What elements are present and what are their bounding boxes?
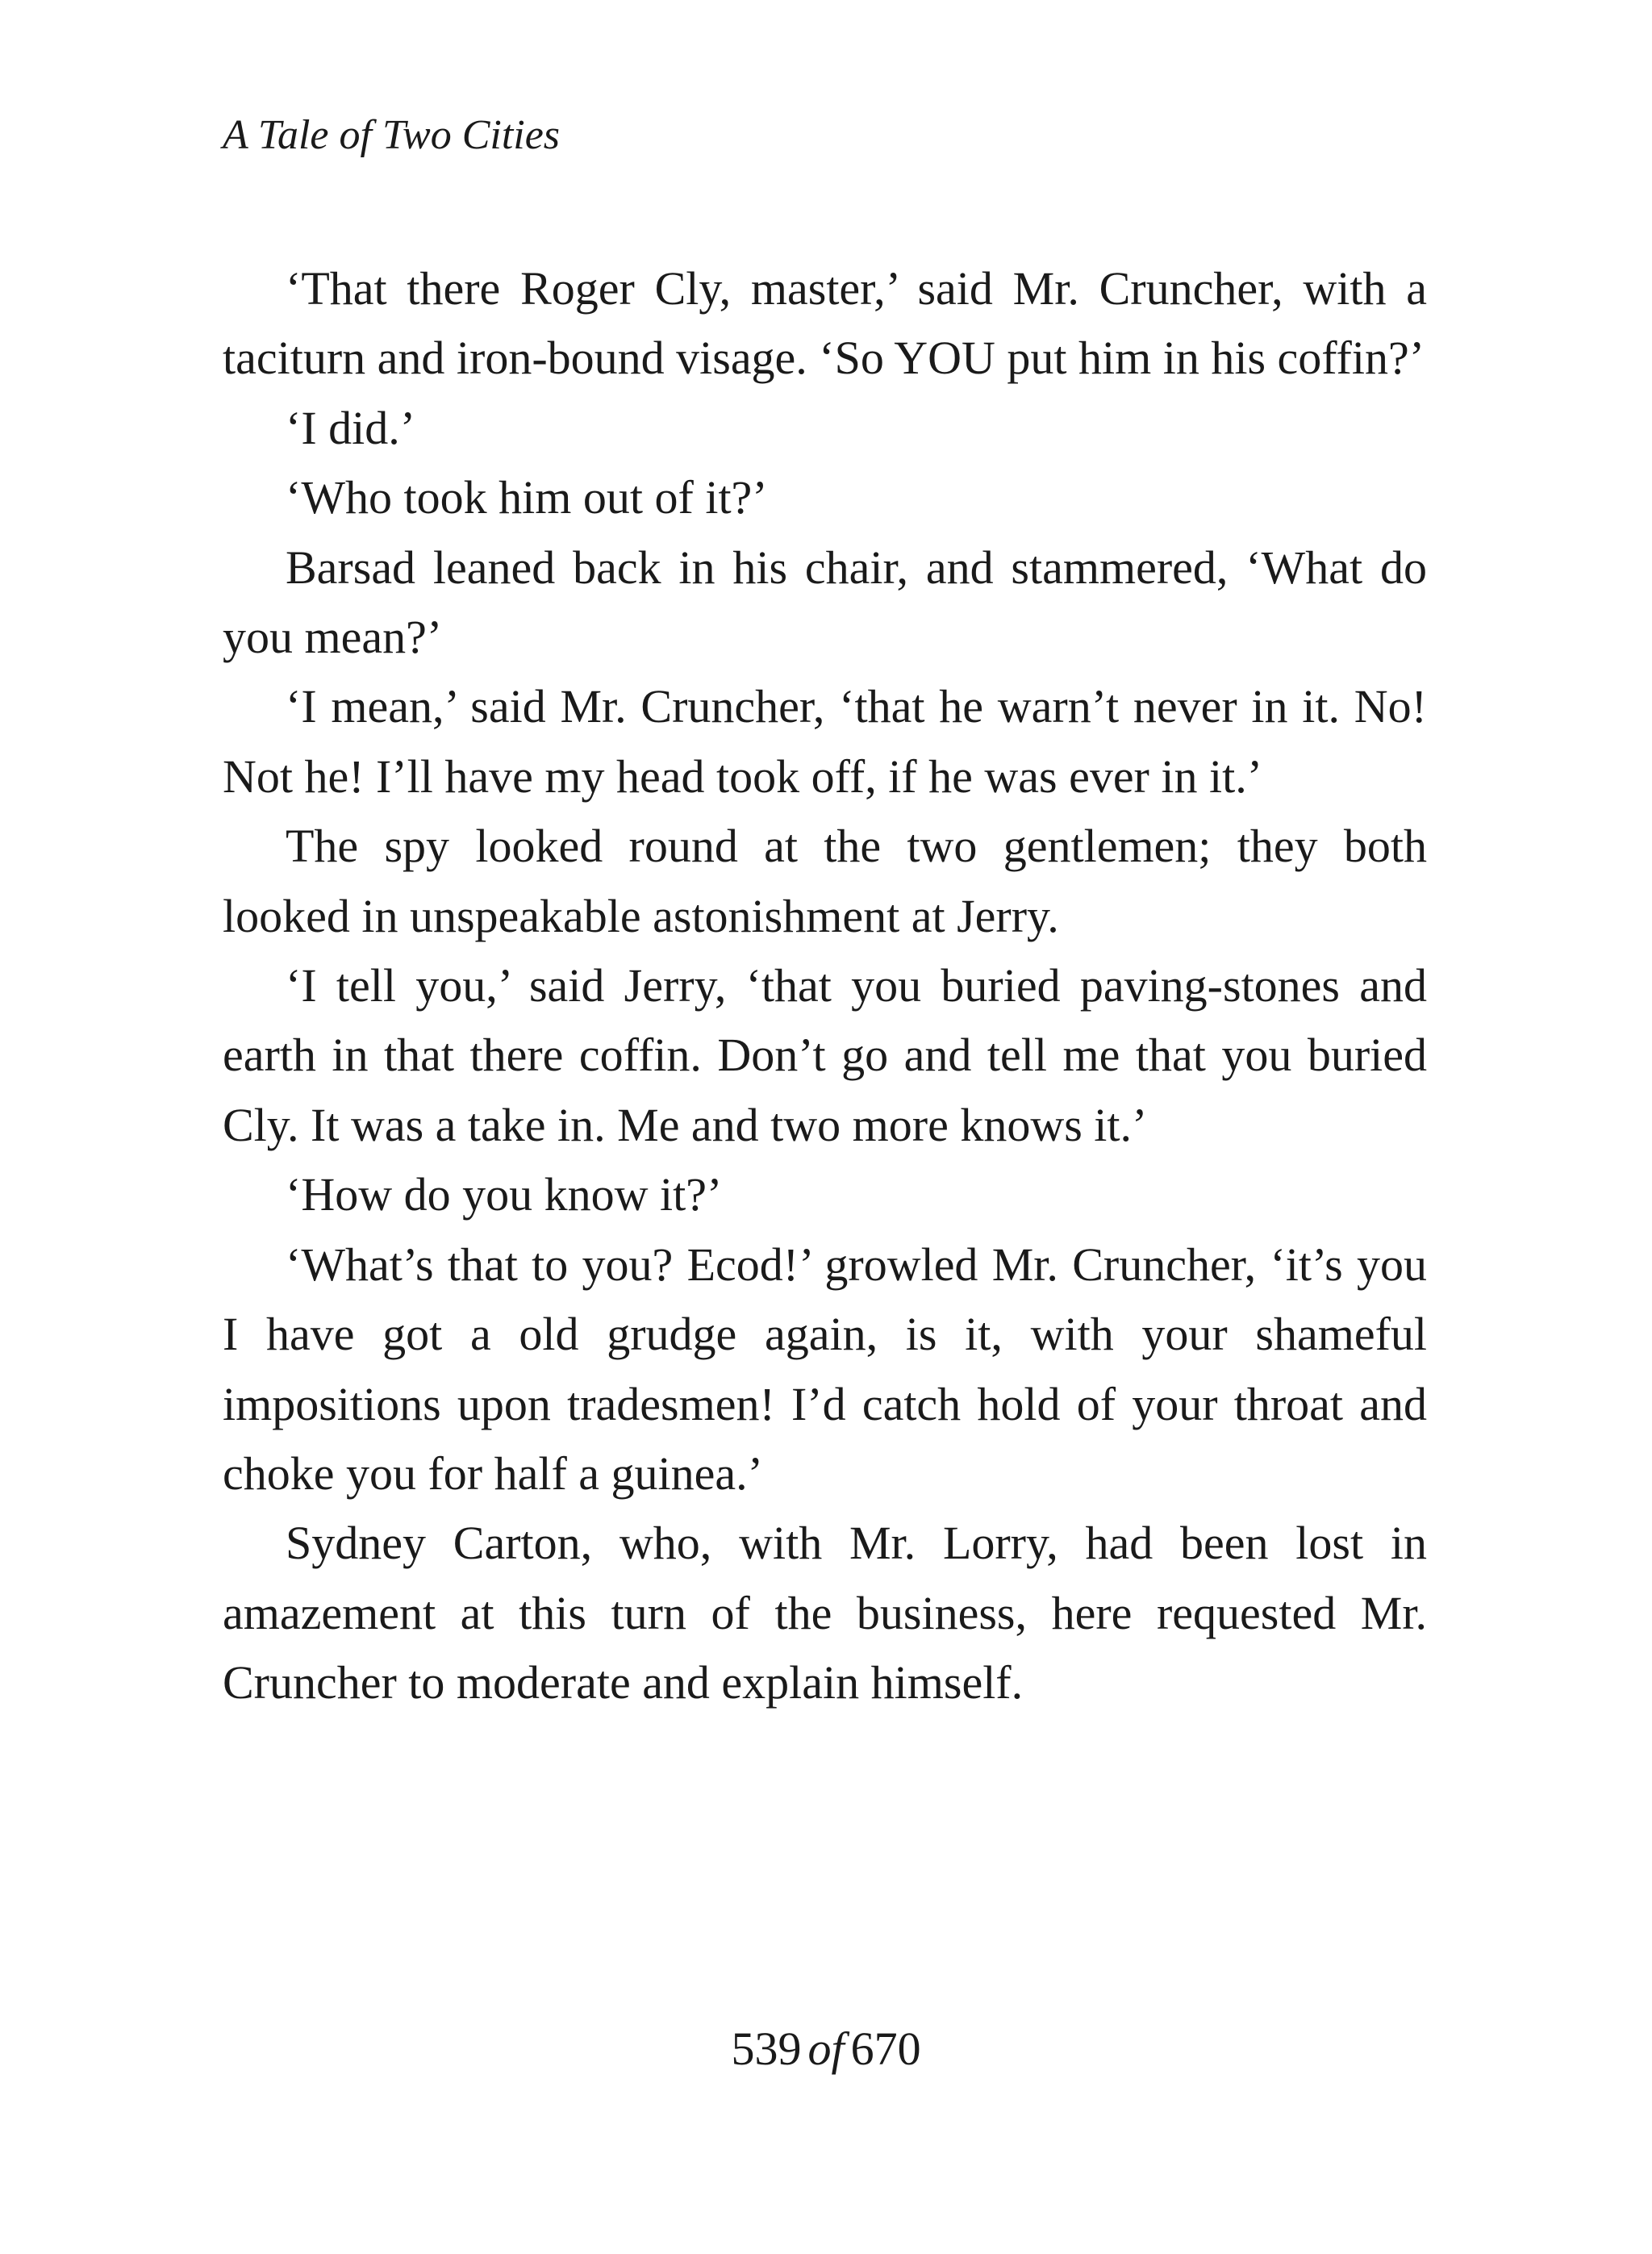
total-page-count: 670 <box>850 2022 921 2075</box>
paragraph: ‘I tell you,’ said Jerry, ‘that you buried paving-stones and earth in that there coffin. Don’t go and tell me that you buried Cly. It was a take in. Me and two more knows it.’ <box>223 959 1427 1151</box>
running-header-title: A Tale of Two Cities <box>223 112 561 158</box>
page-body-text <box>223 254 1427 1718</box>
paragraph: ‘I did.’ <box>286 401 416 454</box>
current-page-number: 539 <box>731 2022 802 2075</box>
page-number-separator: of <box>807 2022 845 2075</box>
paragraph: Barsad leaned back in his chair, and stammered, ‘What do you mean?’ <box>223 541 1427 664</box>
paragraph: ‘Who took him out of it?’ <box>286 471 768 524</box>
page-number <box>0 2017 1652 2081</box>
paragraph: ‘How do you know it?’ <box>286 1168 723 1221</box>
paragraph: ‘I mean,’ said Mr. Cruncher, ‘that he warn’t never in it. No! Not he! I’ll have my head took off, if he was ever in it.’ <box>223 680 1427 803</box>
paragraph: The spy looked round at the two gentlemen; they both looked in unspeakable astonishment at Jerry. <box>223 820 1427 942</box>
paragraph: Sydney Carton, who, with Mr. Lorry, had been lost in amazement at this turn of the business, here requested Mr. Cruncher to moderate and explain himself. <box>223 1517 1427 1709</box>
paragraph: ‘What’s that to you? Ecod!’ growled Mr. Cruncher, ‘it’s you I have got a old grudge again, is it, with your shameful impositions upon tradesmen! I’d catch hold of your throat and choke you for half a guinea.’ <box>223 1238 1427 1500</box>
paragraph: ‘That there Roger Cly, master,’ said Mr. Cruncher, with a taciturn and iron-bound visage. ‘So YOU put him in his coffin?’ <box>223 262 1427 385</box>
